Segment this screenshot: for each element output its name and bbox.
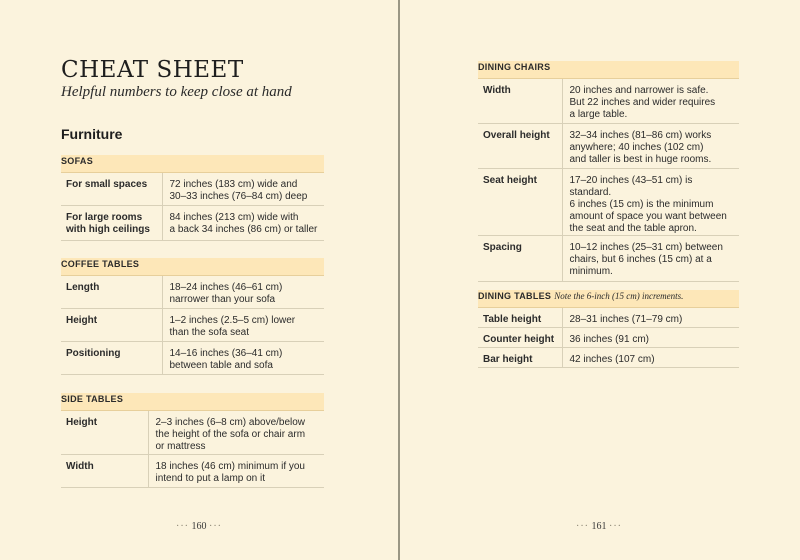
row-label: Spacing	[478, 236, 562, 282]
left-page	[0, 0, 398, 560]
table-row	[61, 276, 324, 309]
page-title: CHEAT SHEET	[61, 57, 244, 83]
row-label: Table height	[478, 308, 562, 328]
dining-chairs-table	[478, 61, 739, 282]
table-row	[478, 79, 739, 124]
row-value: 1–2 inches (2.5–5 cm) lower than the sofa seat	[162, 309, 324, 342]
row-value: 72 inches (183 cm) wide and 30–33 inches (76–84 cm) deep	[162, 173, 324, 206]
table-row	[478, 236, 739, 282]
side-tables-table	[61, 393, 324, 488]
page-number: ··· 160 ···	[176, 521, 222, 532]
row-value: 20 inches and narrower is safe. But 22 inches and wider requires a large table.	[562, 79, 739, 124]
table-row	[61, 173, 324, 206]
row-label: Height	[61, 309, 162, 342]
row-value: 2–3 inches (6–8 cm) above/below the height of the sofa or chair arm or mattress	[148, 411, 324, 455]
table-header-note: Note the 6-inch (15 cm) increments.	[554, 291, 684, 301]
row-label: Length	[61, 276, 162, 309]
table-row	[478, 124, 739, 169]
page-number: ··· 161 ···	[576, 521, 622, 532]
row-label: For small spaces	[61, 173, 162, 206]
table-header: COFFEE TABLES	[61, 258, 324, 276]
page-number-text: 160	[191, 521, 207, 532]
table-header	[478, 290, 739, 308]
table-row	[478, 348, 739, 368]
row-value: 18–24 inches (46–61 cm) narrower than your sofa	[162, 276, 324, 309]
row-value: 84 inches (213 cm) wide with a back 34 inches (86 cm) or taller	[162, 206, 324, 241]
row-label: Height	[61, 411, 148, 455]
sofas-table	[61, 155, 324, 241]
page-subtitle: Helpful numbers to keep close at hand	[61, 84, 292, 100]
row-value: 28–31 inches (71–79 cm)	[562, 308, 739, 328]
row-label: Width	[478, 79, 562, 124]
row-value: 32–34 inches (81–86 cm) works anywhere; 40 inches (102 cm) and taller is best in huge rooms.	[562, 124, 739, 169]
table-header-label: DINING TABLES	[478, 291, 552, 301]
dining-tables-table	[478, 290, 739, 368]
table-header: SIDE TABLES	[61, 393, 324, 411]
page-number-text: 161	[591, 521, 607, 532]
table-row	[61, 309, 324, 342]
table-row	[61, 342, 324, 375]
coffee-tables-table	[61, 258, 324, 375]
row-label: Counter height	[478, 328, 562, 348]
table-row	[478, 169, 739, 236]
row-value: 17–20 inches (43–51 cm) is standard. 6 inches (15 cm) is the minimum amount of space you want between the seat and the table apron.	[562, 169, 739, 236]
section-heading: Furniture	[61, 126, 123, 142]
right-page	[400, 0, 798, 560]
table-row	[61, 455, 324, 488]
table-row	[61, 206, 324, 241]
row-label: Overall height	[478, 124, 562, 169]
row-label: Width	[61, 455, 148, 488]
row-value: 36 inches (91 cm)	[562, 328, 739, 348]
row-value: 14–16 inches (36–41 cm) between table and sofa	[162, 342, 324, 375]
row-value: 18 inches (46 cm) minimum if you intend to put a lamp on it	[148, 455, 324, 488]
row-label: For large rooms with high ceilings	[61, 206, 162, 241]
table-row	[478, 328, 739, 348]
row-label: Bar height	[478, 348, 562, 368]
row-label: Seat height	[478, 169, 562, 236]
row-value: 10–12 inches (25–31 cm) between chairs, but 6 inches (15 cm) at a minimum.	[562, 236, 739, 282]
table-header: DINING CHAIRS	[478, 61, 739, 79]
table-row	[478, 308, 739, 328]
row-value: 42 inches (107 cm)	[562, 348, 739, 368]
table-header: SOFAS	[61, 155, 324, 173]
table-row	[61, 411, 324, 455]
row-label: Positioning	[61, 342, 162, 375]
